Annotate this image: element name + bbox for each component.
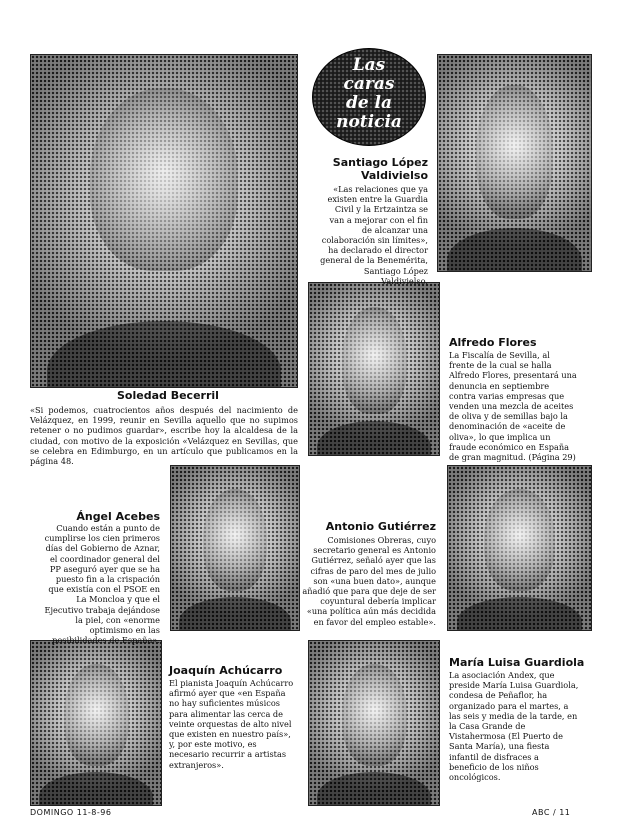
photo-maria-luisa-guardiola — [308, 640, 440, 806]
photo-angel-acebes — [170, 465, 300, 631]
text-alfredo-flores: La Fiscalía de Sevilla, al frente de la cual se halla Alfredo Flores, presentará una denuncia en septiembre contra varias empresas que venden una mezcla de aceites de oliva y de semillas bajo la denominación de «aceite de oliva», lo que implica un fraude económico en España de gran magnitud. (Página 29) — [449, 350, 577, 463]
photo-joaquin-achucarro — [30, 640, 162, 806]
name-angel-acebes: Ángel Acebes — [76, 510, 160, 523]
name-santiago-lopez-valdivielso — [300, 156, 428, 182]
text-maria-luisa-guardiola: La asociación Andex, que preside María Luisa Guardiola, condesa de Peñaflor, ha organizado para el martes, a las seis y media de la tarde, en la Casa Grande de Vistahermosa (El Puerto de Santa María), una fiesta infantil de disfraces a beneficio de los niños oncológicos. — [449, 670, 579, 783]
text-joaquin-achucarro: El pianista Joaquín Achúcarro afirmó ayer que «en España no hay suficientes músicos para alimentar las cerca de veinte orquestas de alto nivel que existen en nuestro país», y, por este motivo, es necesario recurrir a artistas extranjeros». — [169, 678, 294, 770]
name-antonio-gutierrez: Antonio Gutiérrez — [325, 520, 436, 533]
photo-santiago-lopez-valdivielso — [437, 54, 592, 272]
name-alfredo-flores: Alfredo Flores — [449, 336, 537, 349]
name-line-1: Santiago López — [332, 156, 428, 169]
name-line-2: Valdivielso — [360, 169, 428, 182]
name-maria-luisa-guardiola: María Luisa Guardiola — [449, 656, 585, 669]
photo-alfredo-flores — [308, 282, 440, 456]
logo-line-4: noticia — [336, 112, 402, 132]
footer-date: DOMINGO 11-8-96 — [30, 808, 112, 817]
photo-antonio-gutierrez — [447, 465, 592, 631]
logo-line-2: caras — [343, 74, 395, 94]
section-logo — [312, 48, 426, 146]
logo-line-3: de la — [345, 93, 393, 113]
name-soledad-becerril: Soledad Becerril — [117, 389, 219, 402]
photo-soledad-becerril — [30, 54, 298, 388]
text-soledad-becerril: «Si podemos, cuatrocientos años después del nacimiento de Velázquez, en 1999, reunir en Sevilla aquello que no supimos retener o no pudimos guardar», escribe hoy la alcaldesa de la ciudad, con motivo de la exposición «Velázquez en Sevillas, que se celebra en Edimburgo, en un artículo que publicamos en la página 48. — [30, 405, 298, 467]
text-angel-acebes: Cuando están a punto de cumplirse los cien primeros días del Gobierno de Aznar, el coordinador general del PP aseguró ayer que se ha puesto fin a la crispación que existía con el PSOE en La Moncloa y que el Ejecutivo trabaja dejándose la piel, con «enorme optimismo en las posibilidades de España». — [44, 523, 160, 646]
text-antonio-gutierrez: Comisiones Obreras, cuyo secretario general es Antonio Gutiérrez, señaló ayer que las cifras de paro del mes de julio son «una buen dato», aunque añadió que para que deje de ser coyuntural debería implicar «una política aún más decidida en favor del empleo estable». — [302, 535, 436, 627]
footer-page: ABC / 11 — [532, 808, 571, 817]
logo-line-1: Las — [352, 55, 386, 75]
name-joaquin-achucarro: Joaquín Achúcarro — [169, 664, 283, 677]
text-santiago-lopez-valdivielso: «Las relaciones que ya existen entre la Guardia Civil y la Ertzaintza se van a mejorar con el fin de alcanzar una colaboración sin límites», ha declarado el director general de la Benemérita, Santiago López Valdivielso. — [320, 184, 428, 286]
